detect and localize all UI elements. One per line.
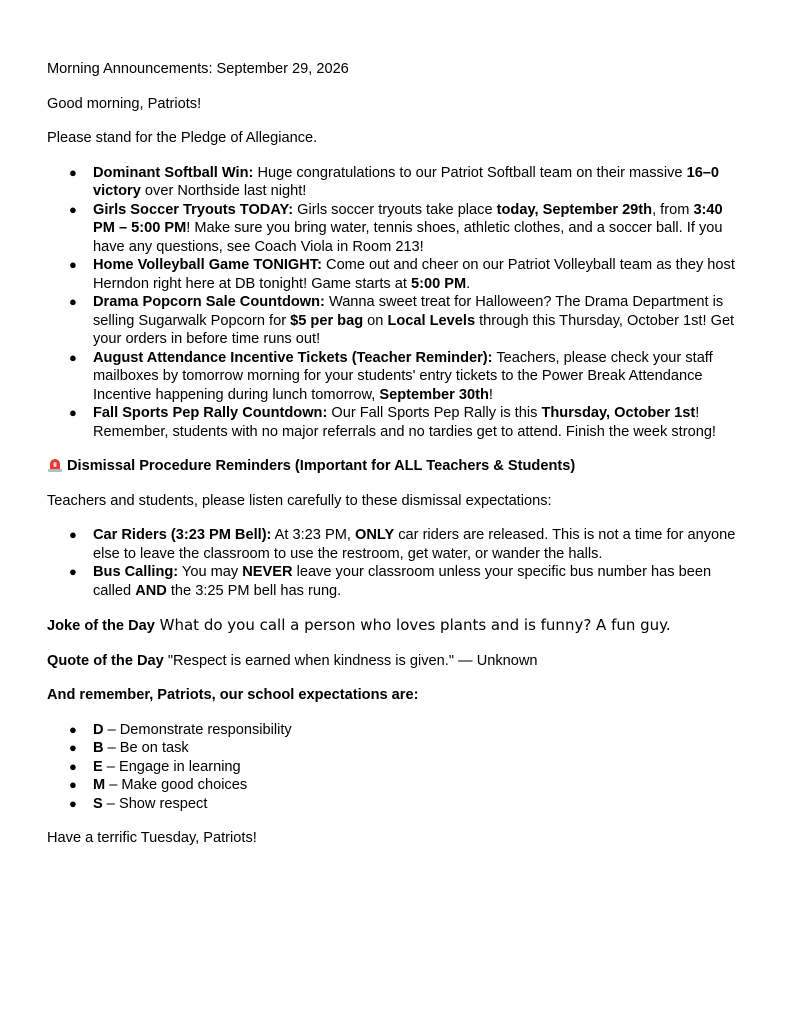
announcement-list (47, 164, 747, 442)
expectation-item: ● S – Show respect (69, 795, 208, 812)
announcement-pep-rally: ● Fall Sports Pep Rally Countdown: Our Fall Sports Pep Rally is this Thursday, October 1st! Remember, students with no major referrals and no tardies get to attend. Finish the week strong! (69, 405, 716, 440)
announcement-soccer: ● Girls Soccer Tryouts TODAY: Girls soccer tryouts take place today, September 29th, from 3:40 PM – 5:00 PM! Make sure you bring water, tennis shoes, athletic clothes, and a soccer ball. If you have any questions, see Coach Viola in Room 213! (69, 201, 723, 255)
bullet-icon: ● (69, 349, 77, 365)
bullet-icon: ● (69, 564, 77, 579)
expectation-item: ● B – Be on task (69, 740, 189, 756)
dismissal-list (47, 526, 747, 600)
bullet-icon: ● (69, 527, 77, 542)
bullet-icon: ● (69, 795, 77, 811)
expectation-item: ● D – Demonstrate responsibility (69, 721, 292, 738)
greeting: Good morning, Patriots! (47, 95, 202, 112)
dismissal-intro: Teachers and students, please listen carefully to these dismissal expectations: (47, 492, 552, 509)
expectation-item: ● M – Make good choices (69, 777, 248, 793)
announcement-document (47, 60, 747, 848)
siren-icon (47, 457, 63, 472)
bullet-icon: ● (69, 164, 77, 180)
expectations-list (47, 721, 747, 814)
announcement-volleyball: ● Home Volleyball Game TONIGHT: Come out and cheer on our Patriot Volleyball team as they host Herndon right here at DB tonight! Game starts at 5:00 PM. (69, 257, 735, 292)
bullet-icon: ● (69, 758, 77, 774)
bullet-icon: ● (69, 740, 77, 755)
announcement-popcorn: ● Drama Popcorn Sale Countdown: Wanna sweet treat for Halloween? The Drama Department is selling Sugarwalk Popcorn for $5 per bag on Local Levels through this Thursday, October 1st! Get your orders in before time runs out! (69, 294, 735, 347)
announcement-attendance: ● August Attendance Incentive Tickets (Teacher Reminder): Teachers, please check your staff mailboxes by tomorrow morning for your students' entry tickets to the Power Break Attendance Incentive happening during lunch tomorrow, September 30th! (69, 349, 713, 403)
dismissal-car-riders: ● Car Riders (3:23 PM Bell): At 3:23 PM, ONLY car riders are released. This is not a time for anyone else to leave the classroom to use the restroom, get water, or wander the halls. (69, 527, 736, 562)
closing-line: Have a terrific Tuesday, Patriots! (47, 830, 257, 846)
bullet-icon: ● (69, 294, 77, 309)
pledge-line: Please stand for the Pledge of Allegiance. (47, 130, 318, 146)
bullet-icon: ● (69, 405, 77, 420)
dismissal-bus-calling: ● Bus Calling: You may NEVER leave your classroom unless your specific bus number has been called AND the 3:25 PM bell has rung. (69, 564, 712, 599)
bullet-icon: ● (69, 257, 77, 272)
announcement-softball: ● Dominant Softball Win: Huge congratulations to our Patriot Softball team on their massive 16–0 victory over Northside last night! (69, 164, 720, 199)
expectations-heading: And remember, Patriots, our school expectations are: (47, 687, 419, 703)
quote-of-the-day: Quote of the Day "Respect is earned when kindness is given." — Unknown (47, 652, 538, 669)
joke-of-the-day: Joke of the Day What do you call a person who loves plants and is funny? A fun guy. (47, 616, 671, 634)
bullet-icon: ● (69, 721, 77, 737)
expectation-item: ● E – Engage in learning (69, 758, 241, 775)
dismissal-heading: Dismissal Procedure Reminders (Important for ALL Teachers & Students) (47, 457, 747, 476)
bullet-icon: ● (69, 777, 77, 792)
bullet-icon: ● (69, 201, 77, 217)
document-header: Morning Announcements: September 29, 2026 (47, 61, 349, 77)
